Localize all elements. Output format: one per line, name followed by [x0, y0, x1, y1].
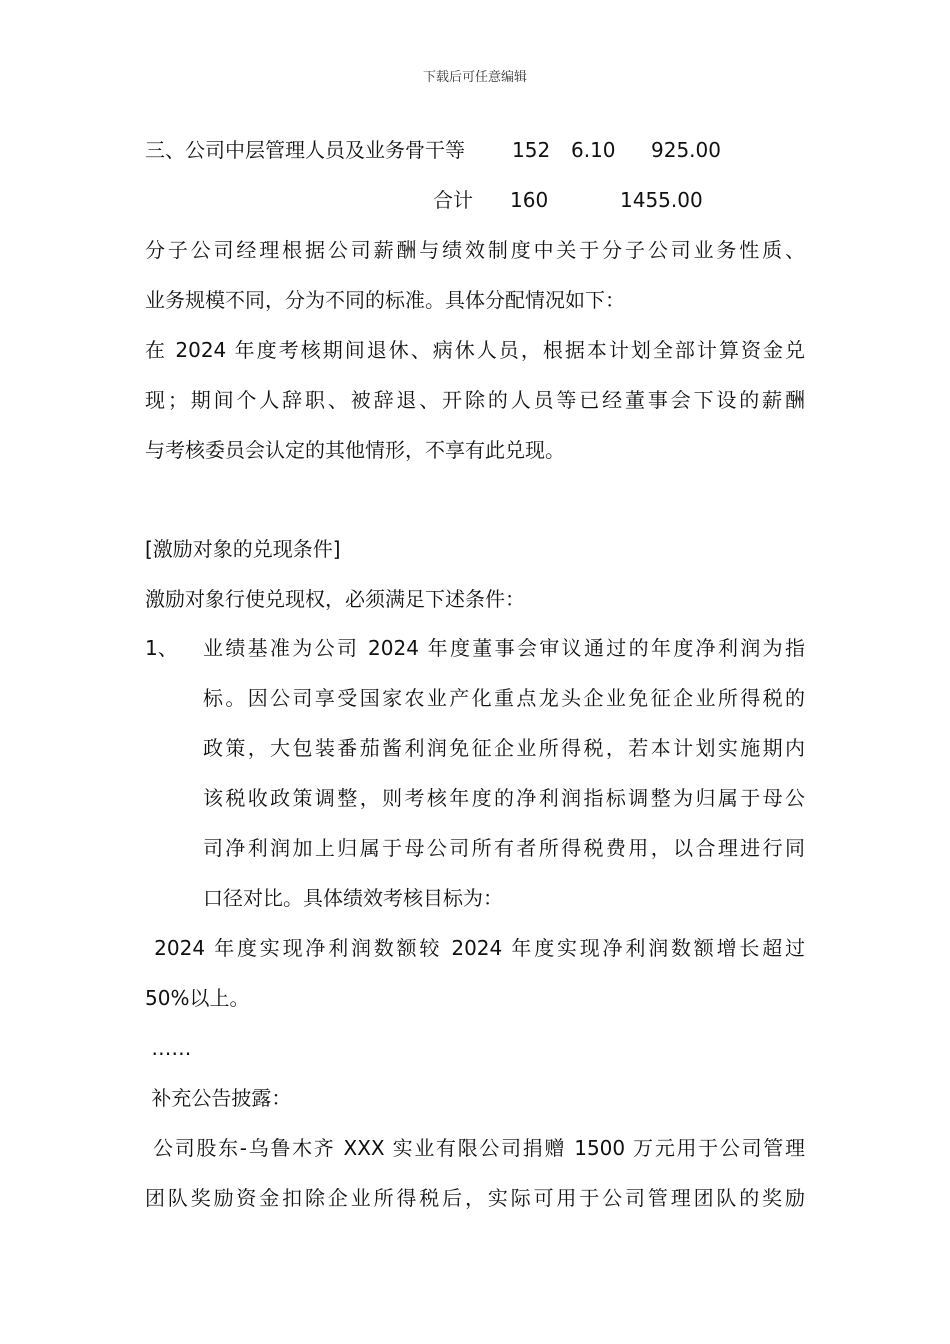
- table-row-count: 152: [512, 138, 551, 162]
- supplement-line: 公司股东-乌鲁木齐 XXX 实业有限公司捐赠 1500 万元用于公司管理: [145, 1136, 805, 1160]
- list-item-number: 1、: [145, 636, 178, 660]
- list-item-line: 该税收政策调整，则考核年度的净利润指标调整为归属于母公: [203, 786, 805, 810]
- paragraph-line: 与考核委员会认定的其他情形，不享有此兑现。: [145, 438, 565, 462]
- target-line: 2024 年度实现净利润数额较 2024 年度实现净利润数额增长超过: [145, 936, 805, 960]
- total-label: 合计: [433, 188, 473, 212]
- paragraph-line: 在 2024 年度考核期间退休、病休人员，根据本计划全部计算资金兑: [145, 338, 805, 362]
- ellipsis-text: ……: [145, 1036, 192, 1060]
- list-item-line: 政策，大包装番茄酱利润免征企业所得税，若本计划实施期内: [203, 736, 805, 760]
- table-row-amount: 925.00: [651, 138, 721, 162]
- section-title: [激励对象的兑现条件]: [145, 537, 341, 561]
- section-intro: 激励对象行使兑现权，必须满足下述条件：: [145, 587, 525, 611]
- page-header: 下载后可任意编辑: [422, 70, 527, 85]
- paragraph-line: 业务规模不同，分为不同的标准。具体分配情况如下：: [145, 288, 625, 312]
- table-row-label: 三、公司中层管理人员及业务骨干等: [145, 138, 465, 162]
- paragraph-line: 现；期间个人辞职、被辞退、开除的人员等已经董事会下设的薪酬: [145, 388, 805, 412]
- list-item-line: 业绩基准为公司 2024 年度董事会审议通过的年度净利润为指: [203, 636, 805, 660]
- list-item-line: 司净利润加上归属于母公司所有者所得税费用，以合理进行同: [203, 836, 805, 860]
- list-item-line: 口径对比。具体绩效考核目标为：: [203, 886, 503, 910]
- table-row-ratio: 6.10: [571, 138, 616, 162]
- paragraph-line: 分子公司经理根据公司薪酬与绩效制度中关于分子公司业务性质、: [145, 238, 805, 262]
- target-line: 50%以上。: [145, 986, 250, 1010]
- total-amount: 1455.00: [620, 188, 703, 212]
- list-item-line: 标。因公司享受国家农业产化重点龙头企业免征企业所得税的: [203, 686, 805, 710]
- supplement-title: 补充公告披露：: [145, 1086, 292, 1110]
- supplement-line: 团队奖励资金扣除企业所得税后，实际可用于公司管理团队的奖励: [145, 1186, 805, 1210]
- total-count: 160: [510, 188, 549, 212]
